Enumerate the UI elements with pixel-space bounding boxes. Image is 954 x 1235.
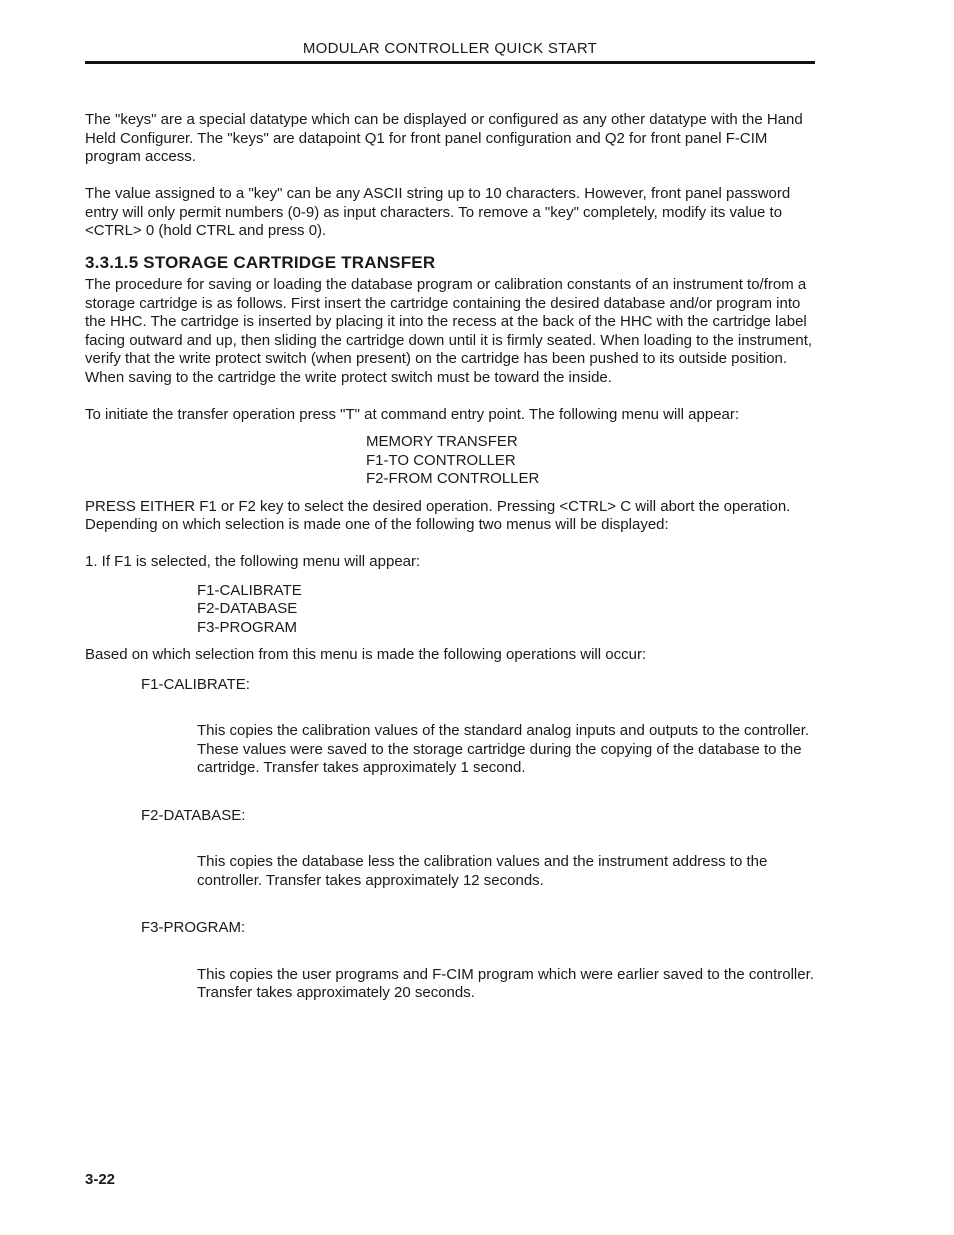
operation-description: This copies the user programs and F-CIM program which were earlier saved to the controller. Transfer takes approximately 20 seconds. (197, 965, 814, 1001)
procedure-paragraph: The procedure for saving or loading the database program or calibration constants of an instrument to/from a storage cartridge is as follows. First insert the cartridge containing the desired database and/or program into the HHC. The cartridge is inserted by placing it into the recess at the back of the HHC with the cartridge label facing outward and up, then sliding the cartridge down until it is firmly seated. When loading to the instrument, verify that the write protect switch (when present) on the cartridge has been pushed to its outside position. When saving to the cartridge the write protect switch must be toward the inside. (85, 276, 813, 386)
header-rule (85, 61, 815, 64)
menu-line: MEMORY TRANSFER (366, 433, 518, 450)
transfer-menu (85, 433, 815, 489)
f1-menu (85, 582, 815, 638)
operation-label: F3-PROGRAM: (141, 919, 246, 936)
menu-line: F1-CALIBRATE (197, 581, 302, 599)
running-header: MODULAR CONTROLLER QUICK START (302, 40, 598, 57)
keys-intro-paragraph: The "keys" are a special datatype which can be displayed or configured as any other datatype with the Hand Held Configurer. The "keys" are datapoint Q1 for front panel configuration and Q2 for front panel F-CIM program access. (85, 111, 803, 165)
menu-line: F1-TO CONTROLLER (366, 451, 516, 469)
press-either-paragraph: PRESS EITHER F1 or F2 key to select the desired operation. Pressing <CTRL> C will abort the operation. Depending on which selection is made one of the following two menus will be displayed: (85, 497, 791, 533)
operation-label: F2-DATABASE: (141, 806, 246, 824)
page-number: 3-22 (85, 1171, 116, 1188)
page-content (85, 111, 815, 1003)
menu-line: F2-FROM CONTROLLER (366, 470, 540, 487)
based-on-paragraph: Based on which selection from this menu is made the following operations will occur: (85, 646, 647, 663)
menu-line: F3-PROGRAM (197, 618, 298, 636)
if-f1-paragraph: 1. If F1 is selected, the following menu will appear: (85, 553, 421, 570)
operation-label: F1-CALIBRATE: (141, 675, 250, 693)
menu-line: F2-DATABASE (197, 600, 298, 617)
initiate-paragraph: To initiate the transfer operation press "T" at command entry point. The following menu will appear: (85, 405, 740, 423)
section-heading: 3.3.1.5 STORAGE CARTRIDGE TRANSFER (85, 252, 436, 272)
operation-description: This copies the calibration values of the standard analog inputs and outputs to the controller. These values were saved to the storage cartridge during the copying of the database to the cartridge. Transfer takes approximately 1 second. (197, 722, 810, 776)
operation-description: This copies the database less the calibration values and the instrument address to the controller. Transfer takes approximately 12 seconds. (197, 853, 768, 889)
keys-value-paragraph: The value assigned to a "key" can be any ASCII string up to 10 characters. However, front panel password entry will only permit numbers (0-9) as input characters. To remove a "key" completely, modify its value to <CTRL> 0 (hold CTRL and press 0). (85, 185, 791, 239)
